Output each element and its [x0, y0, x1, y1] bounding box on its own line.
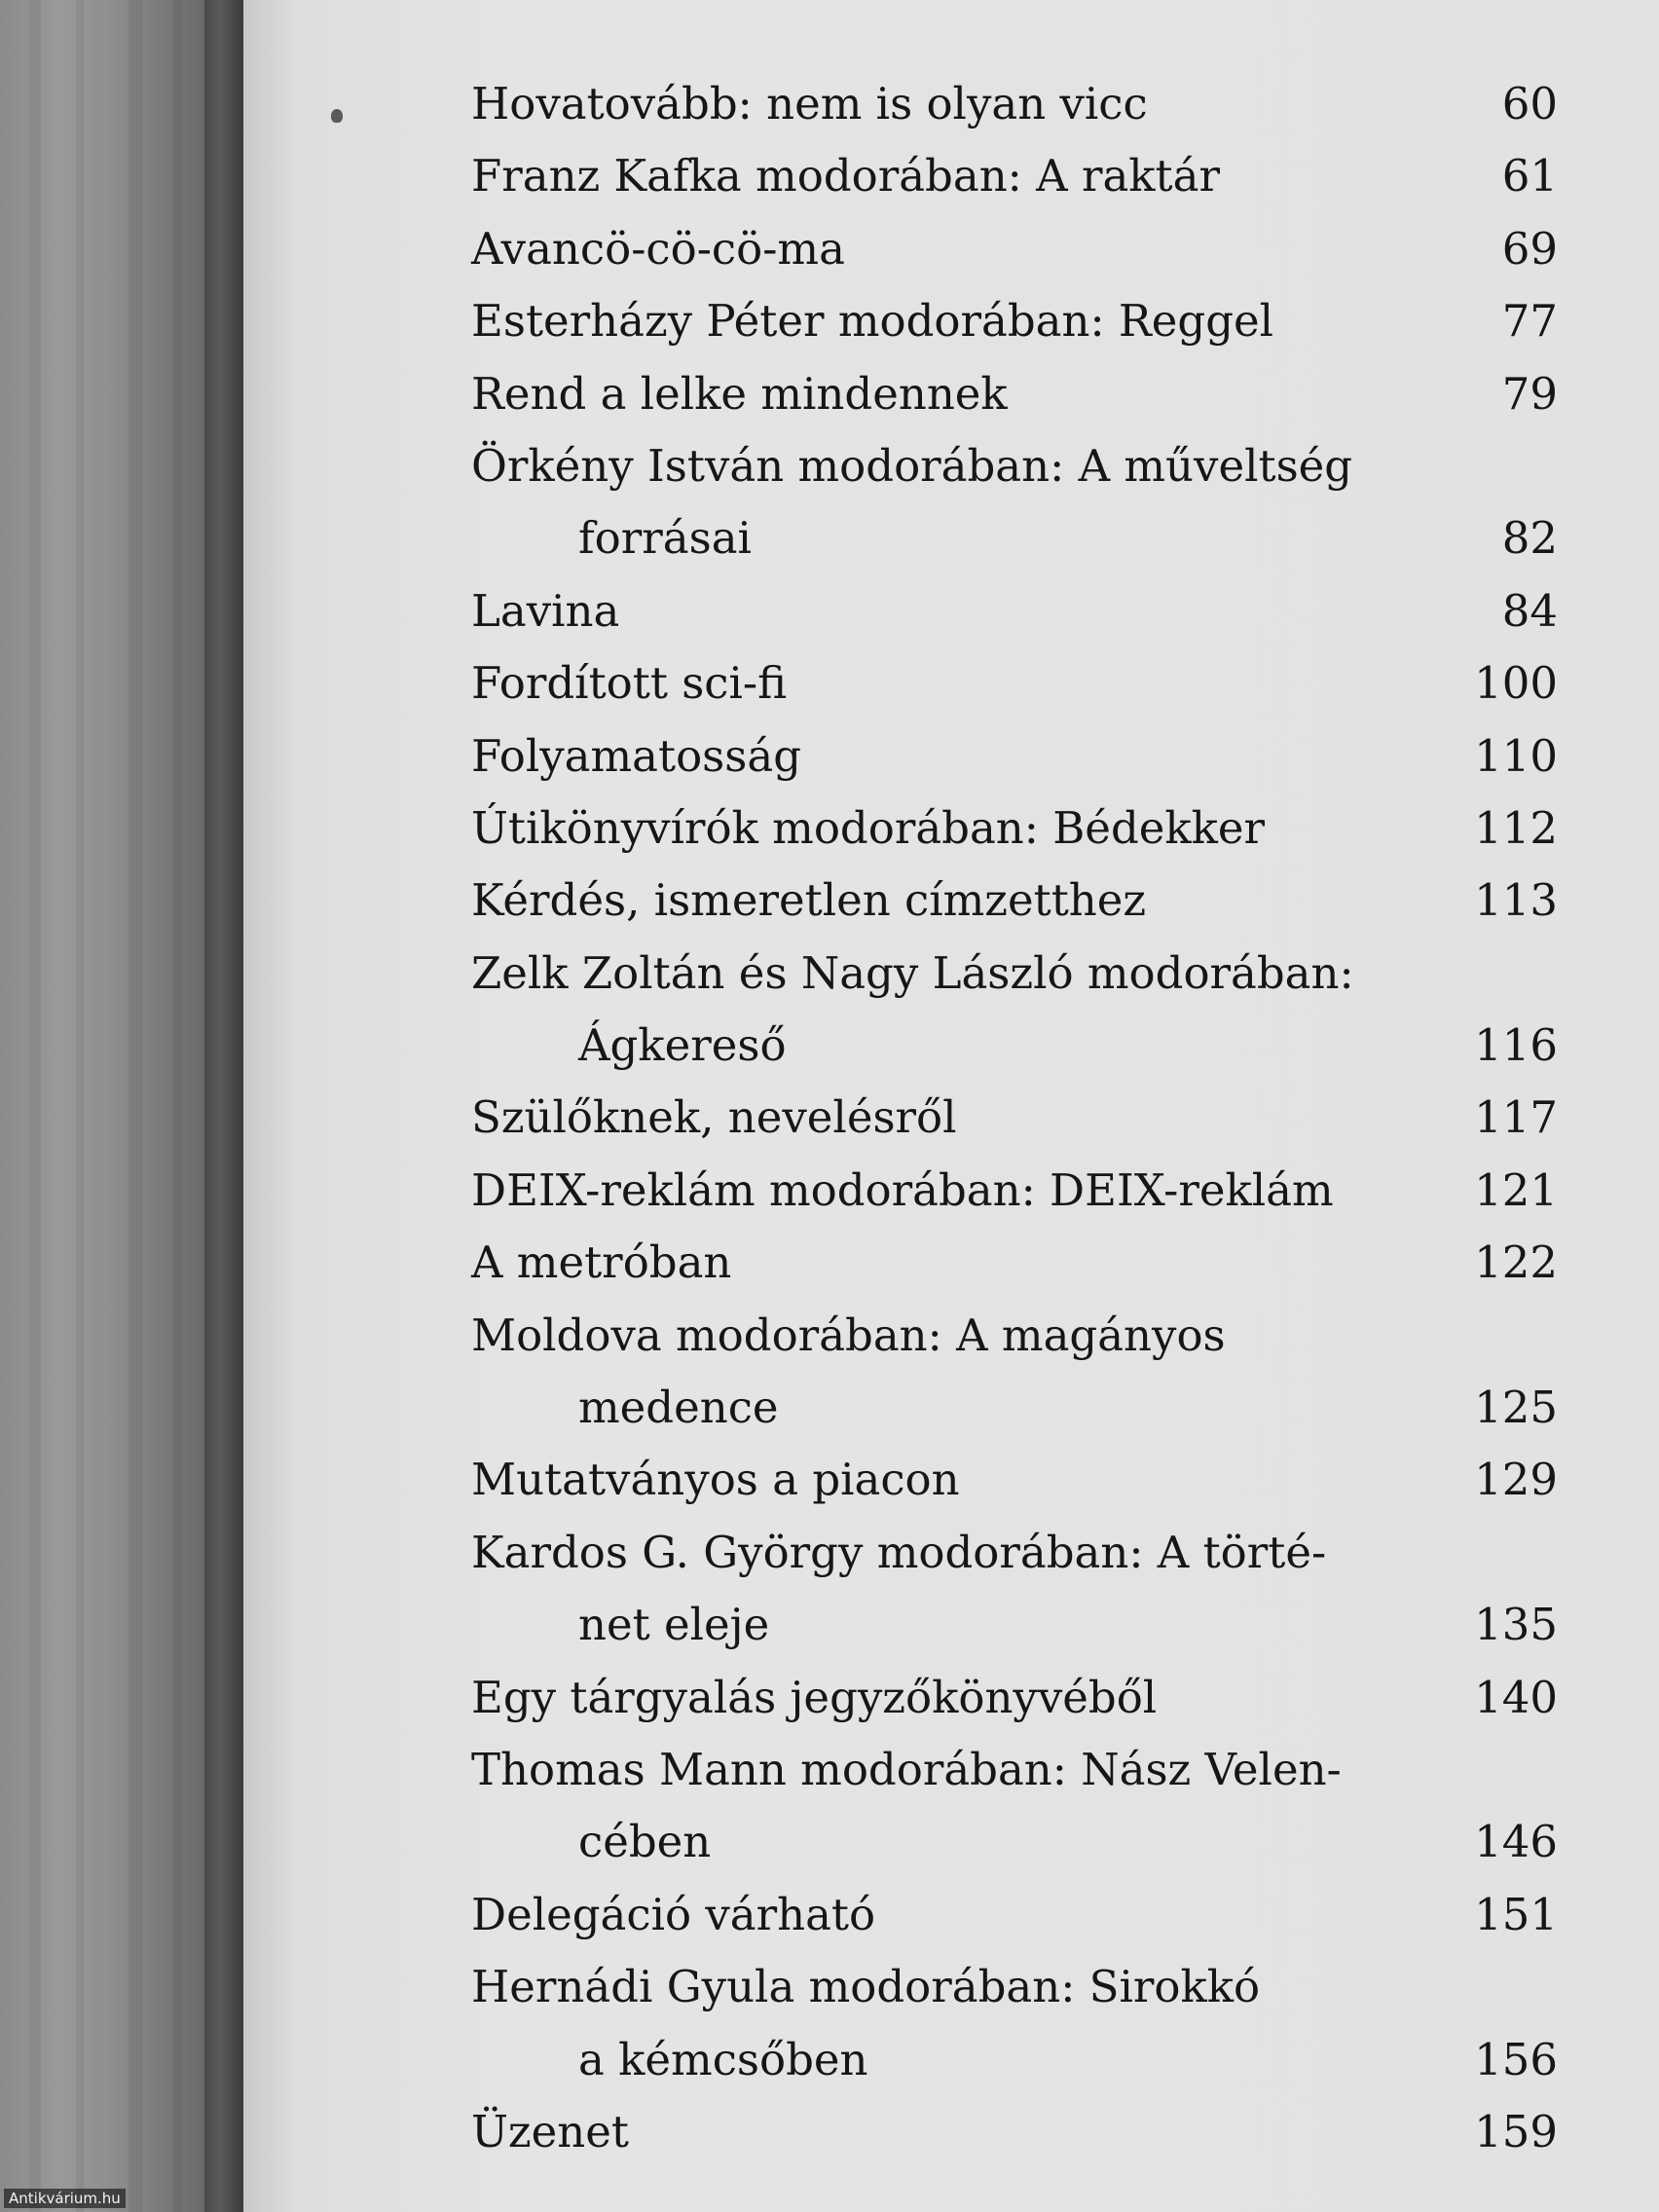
toc-entry	[471, 647, 1562, 719]
toc-entry	[471, 1734, 1562, 1879]
toc-entry-page-number: 116	[1474, 1019, 1558, 1072]
toc-entry-title: Franz Kafka modorában: A raktár	[471, 150, 1220, 203]
toc-entry-title: Thomas Mann modorában: Nász Velen-	[471, 1743, 1342, 1795]
toc-entry	[471, 2096, 1562, 2168]
toc-entry	[471, 358, 1562, 430]
toc-entry-title: Örkény István modorában: A műveltség	[471, 439, 1353, 492]
toc-entry-page-number: 135	[1474, 1599, 1558, 1651]
book-spine-edge	[204, 0, 243, 2212]
toc-entry-page-number: 60	[1501, 78, 1558, 129]
toc-entry-page-number: 77	[1501, 295, 1558, 348]
toc-entry	[471, 430, 1562, 575]
toc-entry-title: Rend a lelke mindennek	[471, 367, 1008, 420]
toc-entry-page-number: 129	[1474, 1454, 1558, 1506]
toc-entry-page-number: 117	[1474, 1091, 1558, 1144]
toc-entry-title-continuation: medence	[578, 1382, 779, 1434]
toc-entry-title: Mutatványos a piacon	[471, 1454, 960, 1506]
toc-entry-page-number: 140	[1474, 1671, 1558, 1723]
toc-entry-title: Moldova modorában: A magányos	[471, 1309, 1226, 1361]
toc-entry	[471, 720, 1562, 793]
toc-entry-title: Hovatovább: nem is olyan vicc	[471, 78, 1148, 129]
toc-entry	[471, 1444, 1562, 1516]
toc-entry-title-continuation: a kémcsőben	[578, 2033, 868, 2085]
toc-entry	[471, 1662, 1562, 1734]
toc-entry-page-number: 79	[1501, 367, 1558, 420]
toc-entry-page-number: 84	[1501, 584, 1558, 637]
toc-entry-title-continuation: forrásai	[578, 512, 752, 565]
toc-entry-title: A metróban	[471, 1236, 732, 1289]
toc-entry-page-number: 146	[1474, 1816, 1558, 1868]
toc-entry-title: Folyamatosság	[471, 729, 801, 782]
toc-entry-title: DEIX-reklám modorában: DEIX-reklám	[471, 1163, 1334, 1216]
toc-entry	[471, 1951, 1562, 2096]
toc-entry	[471, 575, 1562, 647]
toc-entry-page-number: 112	[1474, 801, 1558, 854]
table-of-contents	[471, 68, 1562, 2168]
toc-entry-title: Delegáció várható	[471, 1888, 876, 1940]
toc-entry-title: Avancö-cö-cö-ma	[471, 222, 845, 275]
toc-entry	[471, 1517, 1562, 1662]
toc-entry-title: Szülőknek, nevelésről	[471, 1091, 957, 1144]
toc-entry	[471, 285, 1562, 357]
toc-entry	[471, 865, 1562, 937]
toc-entry-title: Üzenet	[471, 2105, 629, 2157]
toc-entry-page-number: 156	[1474, 2033, 1558, 2085]
toc-entry-title-continuation: Ágkereső	[578, 1019, 787, 1072]
toc-entry-page-number: 151	[1474, 1888, 1558, 1940]
toc-entry	[471, 1227, 1562, 1299]
toc-entry	[471, 140, 1562, 212]
toc-entry	[471, 1879, 1562, 1951]
toc-entry-title: Útikönyvírók modorában: Bédekker	[471, 801, 1266, 854]
toc-entry-page-number: 113	[1474, 874, 1558, 927]
toc-entry-title-continuation: cében	[578, 1816, 712, 1868]
toc-entry-page-number: 122	[1474, 1236, 1558, 1289]
toc-entry-page-number: 61	[1501, 150, 1558, 203]
toc-entry	[471, 793, 1562, 865]
toc-entry	[471, 1082, 1562, 1154]
toc-entry-page-number: 69	[1501, 222, 1558, 275]
toc-entry-page-number: 110	[1474, 729, 1558, 782]
toc-entry-title: Lavina	[471, 584, 620, 637]
toc-entry	[471, 213, 1562, 285]
ink-speck	[331, 109, 343, 123]
toc-entry-title: Hernádi Gyula modorában: Sirokkó	[471, 1961, 1261, 2013]
toc-entry-title: Fordított sci-fi	[471, 657, 788, 710]
watermark: Antikvárium.hu	[4, 2189, 126, 2208]
toc-entry-title: Esterházy Péter modorában: Reggel	[471, 295, 1274, 348]
toc-entry-title: Egy tárgyalás jegyzőkönyvéből	[471, 1671, 1158, 1723]
toc-entry	[471, 1300, 1562, 1445]
toc-entry	[471, 938, 1562, 1083]
toc-entry-title: Kérdés, ismeretlen címzetthez	[471, 874, 1147, 927]
toc-entry-page-number: 125	[1474, 1382, 1558, 1434]
toc-entry-title: Zelk Zoltán és Nagy László modorában:	[471, 946, 1354, 999]
toc-entry-page-number: 121	[1474, 1163, 1558, 1216]
toc-entry	[471, 1155, 1562, 1227]
toc-entry-page-number: 159	[1474, 2105, 1558, 2157]
toc-entry-page-number: 100	[1474, 657, 1558, 710]
toc-entry	[471, 68, 1562, 140]
toc-entry-title-continuation: net eleje	[578, 1599, 770, 1651]
toc-entry-page-number: 82	[1501, 512, 1558, 565]
toc-entry-title: Kardos G. György modorában: A törté-	[471, 1526, 1327, 1578]
background-surface	[0, 0, 204, 2212]
